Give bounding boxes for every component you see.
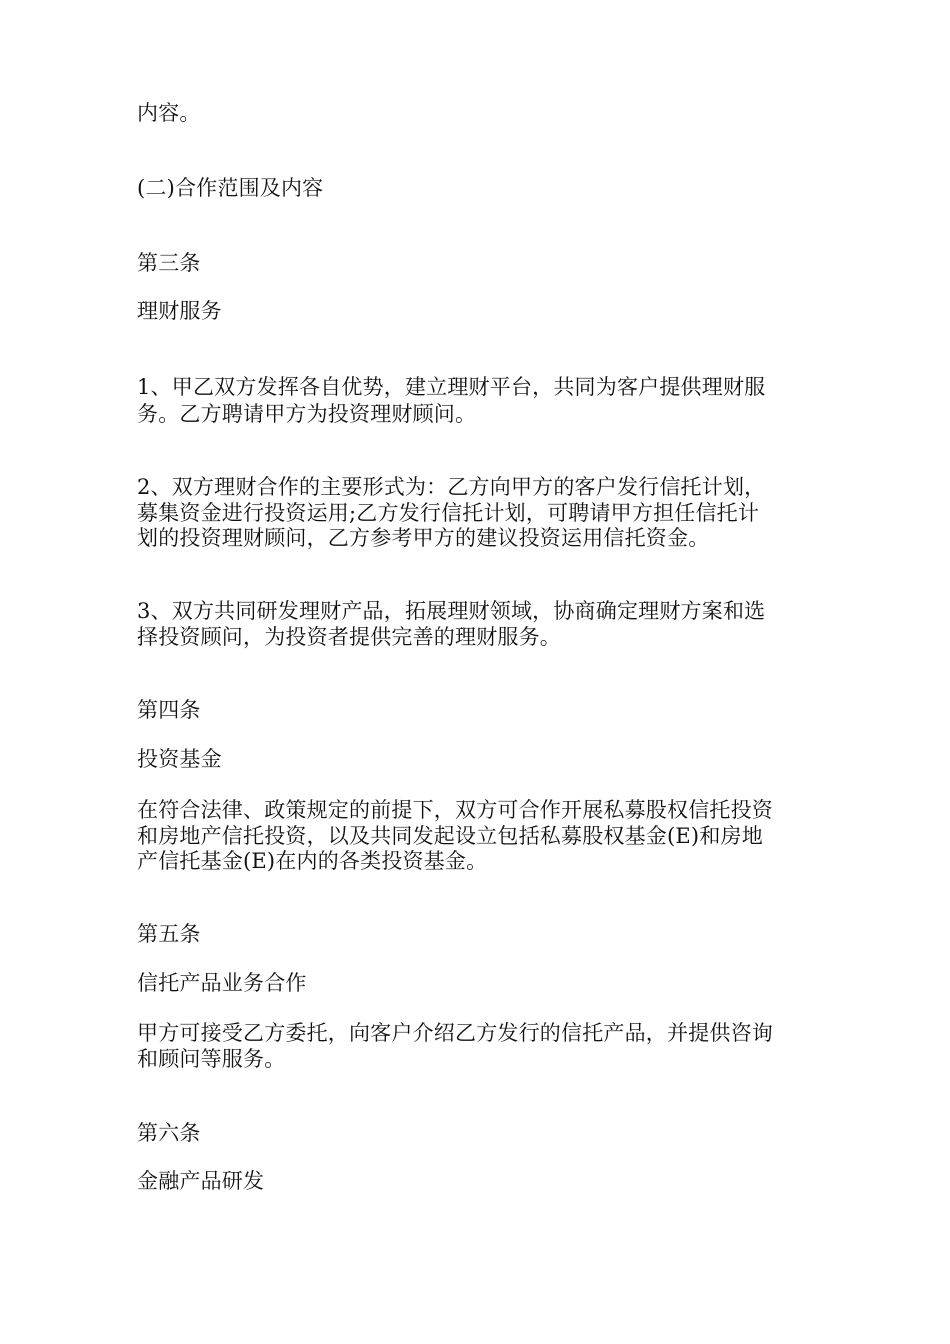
article4-number: 第四条: [137, 698, 201, 722]
article4-body-line1: 在符合法律、政策规定的前提下，双方可合作开展私募股权信托投资: [137, 798, 773, 822]
article3-item1-line2: 务。乙方聘请甲方为投资理财顾问。: [137, 402, 477, 426]
article4-body-line3: 产信托基金(E)在内的各类投资基金。: [137, 849, 488, 873]
article3-number: 第三条: [137, 251, 201, 275]
article3-item2-line3: 划的投资理财顾问，乙方参考甲方的建议投资运用信托资金。: [137, 526, 710, 550]
article5-body-line1: 甲方可接受乙方委托，向客户介绍乙方发行的信托产品，并提供咨询: [137, 1021, 773, 1045]
article3-item1-line1: 1、甲乙双方发挥各自优势，建立理财平台，共同为客户提供理财服: [137, 375, 766, 399]
article5-body-line2: 和顾问等服务。: [137, 1047, 286, 1071]
article6-title: 金融产品研发: [137, 1169, 265, 1193]
article3-item3-line2: 择投资顾问，为投资者提供完善的理财服务。: [137, 625, 561, 649]
article4-title: 投资基金: [137, 747, 222, 771]
article3-title: 理财服务: [137, 299, 222, 323]
article3-item2-line1: 2、双方理财合作的主要形式为：乙方向甲方的客户发行信托计划，: [137, 475, 766, 499]
article3-item2-line2: 募集资金进行投资运用;乙方发行信托计划，可聘请甲方担任信托计: [137, 501, 760, 525]
article6-number: 第六条: [137, 1121, 201, 1145]
article3-item3-line1: 3、双方共同研发理财产品，拓展理财领域，协商确定理财方案和选: [137, 599, 766, 623]
article4-body-line2: 和房地产信托投资，以及共同发起设立包括私募股权基金(E)和房地: [137, 824, 763, 848]
article5-number: 第五条: [137, 922, 201, 946]
section-heading: (二)合作范围及内容: [137, 176, 324, 200]
article5-title: 信托产品业务合作: [137, 971, 307, 995]
paragraph-continuation: 内容。: [137, 101, 201, 125]
